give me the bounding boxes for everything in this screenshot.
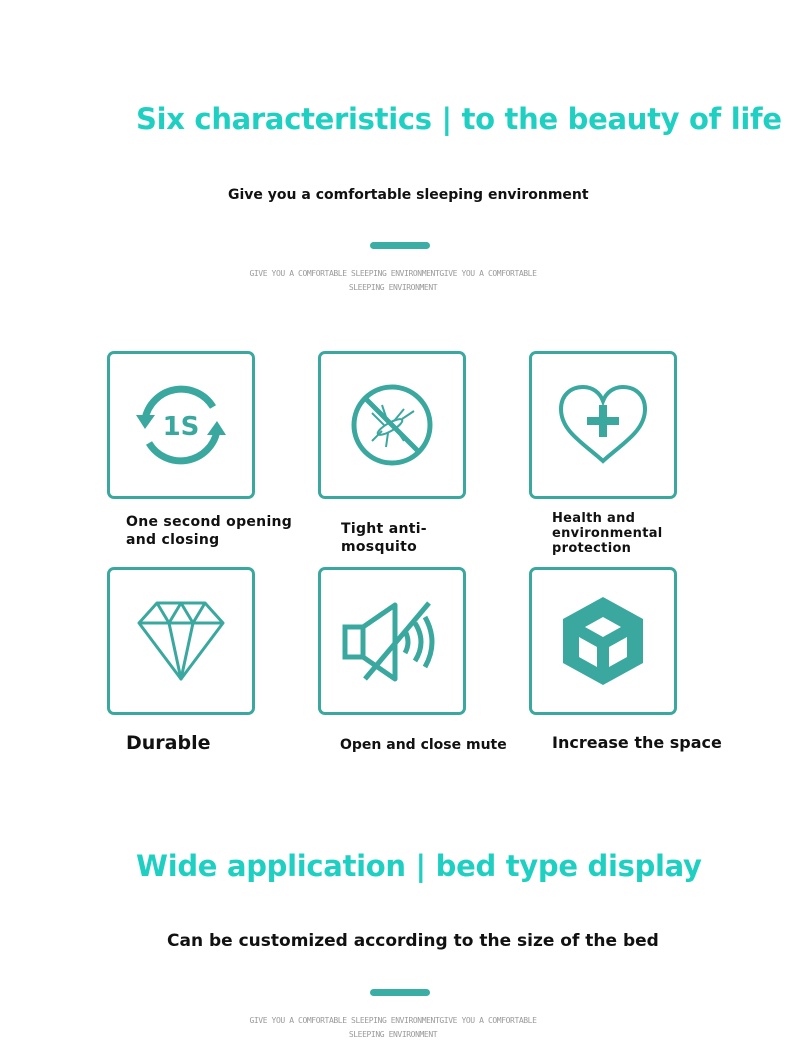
feature-label-mute: Open and close mute: [340, 737, 507, 753]
feature-card-quick-open: [107, 351, 255, 499]
feature-card-durable: [107, 567, 255, 715]
fine-print: GIVE YOU A COMFORTABLE SLEEPING ENVIRONMENTGIVE YOU A COMFORTABLE SLEEPING ENVIRONMENT: [249, 269, 537, 292]
section2-subtitle: Can be customized according to the size of the bed: [167, 931, 659, 951]
rotate-icon-text: 1S: [162, 412, 200, 442]
feature-label-health: Health and environmental protection: [552, 511, 663, 556]
feature-label-space: Increase the space: [552, 733, 722, 752]
section2-title: Wide application | bed type display: [136, 849, 702, 883]
section-subtitle: Give you a comfortable sleeping environment: [228, 187, 589, 203]
feature-card-space: [529, 567, 677, 715]
diamond-icon: [131, 591, 231, 691]
heart-plus-icon: [553, 375, 653, 475]
section-title: Six characteristics | to the beauty of life: [136, 102, 782, 136]
feature-label-quick-open: One second opening and closing: [126, 514, 293, 548]
feature-label-durable: Durable: [126, 732, 211, 754]
fine-print-2: GIVE YOU A COMFORTABLE SLEEPING ENVIRONMENTGIVE YOU A COMFORTABLE SLEEPING ENVIRONMENT: [249, 1016, 537, 1039]
feature-card-anti-mosquito: [318, 351, 466, 499]
mute-speaker-icon: [337, 591, 447, 691]
rotate-1s-icon: [131, 375, 231, 475]
feature-card-mute: [318, 567, 466, 715]
divider-bar-2: [370, 989, 430, 996]
divider-bar: [370, 242, 430, 249]
feature-card-health: [529, 351, 677, 499]
cube-icon: [553, 591, 653, 691]
no-mosquito-icon: [342, 375, 442, 475]
feature-label-anti-mosquito: Tight anti-mosquito: [341, 521, 427, 555]
